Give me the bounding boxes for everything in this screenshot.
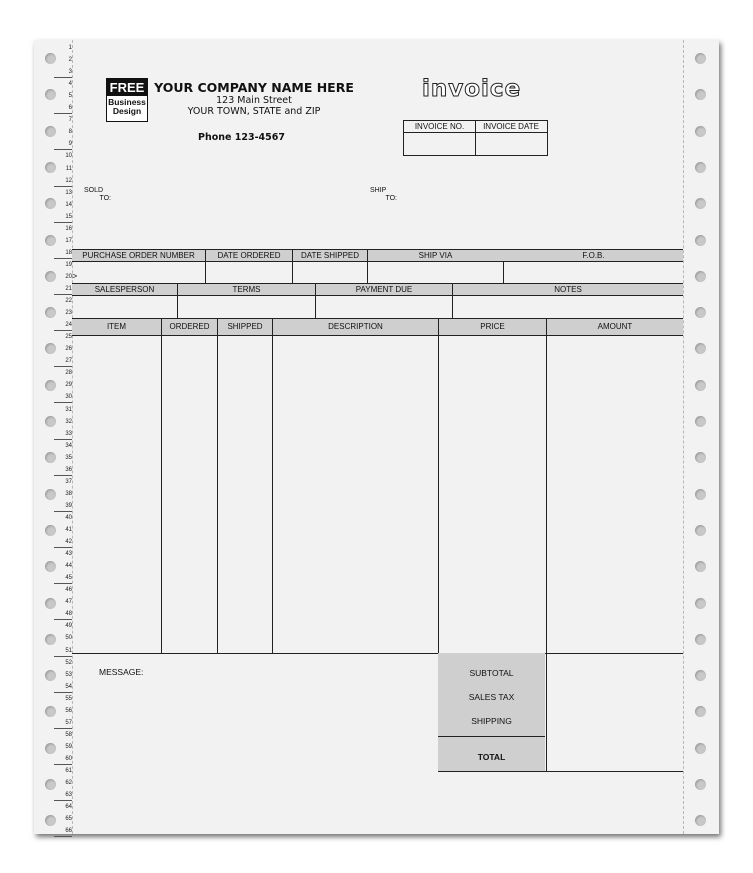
line-group-divider	[54, 656, 72, 657]
line-number: 52	[65, 659, 72, 666]
tractor-feed-hole	[695, 416, 706, 427]
line-number: 24	[65, 322, 72, 329]
line-number: 41	[65, 527, 72, 533]
tractor-feed-hole	[695, 598, 706, 609]
order-col-divider	[292, 249, 293, 283]
line-number: 14	[65, 201, 72, 208]
tractor-feed-hole	[45, 126, 56, 137]
ship-to-label-line1: SHIP	[370, 187, 387, 194]
invoice-number-label: INVOICE NO.	[404, 121, 475, 133]
line-number: 62	[65, 780, 72, 787]
tractor-feed-hole	[45, 416, 56, 427]
line-group-divider	[54, 149, 72, 150]
terms-header: TERMS	[232, 285, 261, 294]
line-group-divider	[54, 366, 72, 367]
invoice-form-paper	[34, 40, 719, 834]
sales-col-divider	[177, 283, 178, 318]
tractor-feed-hole	[695, 126, 706, 137]
order-info-header	[72, 249, 683, 262]
ship-to-field[interactable]	[402, 186, 632, 244]
line-number: 44	[65, 563, 72, 570]
line-number: 46	[65, 587, 72, 594]
line-number: 17	[65, 237, 72, 244]
logo-business-text: Business	[108, 97, 146, 107]
line-number: 38	[65, 490, 72, 497]
date-ordered-header: DATE ORDERED	[217, 251, 281, 260]
line-number: 11	[65, 165, 72, 172]
line-number: 2	[68, 57, 72, 64]
line-number: 15	[65, 213, 72, 220]
line-group-divider	[54, 294, 72, 295]
line-number: 32	[65, 418, 72, 425]
sales-col-divider	[315, 283, 316, 318]
message-label: MESSAGE:	[99, 667, 144, 677]
tractor-feed-hole	[695, 489, 706, 500]
line-number: 36	[65, 466, 72, 473]
line-number: 42	[65, 539, 72, 546]
order-col-divider	[367, 249, 368, 283]
tractor-feed-hole	[695, 235, 706, 246]
line-number: 61	[65, 768, 72, 774]
description-header: DESCRIPTION	[328, 322, 383, 331]
ship-via-header: SHIP VIA	[418, 251, 453, 260]
tractor-feed-hole	[695, 198, 706, 209]
total-label: TOTAL	[477, 752, 506, 762]
tractor-feed-hole	[45, 380, 56, 391]
tractor-feed-hole	[45, 815, 56, 826]
line-number: 54	[65, 683, 72, 690]
line-number: 9	[68, 141, 72, 148]
company-block	[154, 80, 354, 117]
line-number: 56	[65, 707, 72, 714]
line-number: 6	[68, 105, 72, 112]
line-number: 51	[65, 647, 72, 654]
tractor-feed-hole	[695, 525, 706, 536]
line-number: 53	[65, 671, 72, 678]
sold-to-label-line2: TO:	[99, 195, 111, 202]
company-phone: Phone 123-4567	[198, 132, 285, 143]
line-number: 40	[65, 514, 72, 521]
amount-column-field[interactable]	[547, 335, 683, 653]
line-group-divider	[54, 113, 72, 114]
message-field[interactable]	[92, 680, 422, 765]
line-number: 30	[65, 394, 72, 401]
tractor-feed-hole	[45, 743, 56, 754]
line-number: 27	[65, 358, 72, 365]
line-group-divider	[54, 186, 72, 187]
line-number: 45	[65, 575, 72, 582]
tractor-feed-margin-left	[34, 40, 72, 834]
invoice-number-date-box	[403, 120, 548, 156]
salesperson-header: SALESPERSON	[94, 285, 155, 294]
line-group-divider	[54, 511, 72, 512]
line-number: 65	[65, 816, 72, 823]
sales-info-header	[72, 283, 683, 296]
tractor-feed-hole	[45, 489, 56, 500]
line-group-divider	[54, 439, 72, 440]
line-number: 21	[65, 286, 72, 292]
line-number: 28	[65, 370, 72, 377]
line-number: 4	[68, 81, 72, 88]
line-number: 34	[65, 442, 72, 449]
tractor-feed-hole	[45, 525, 56, 536]
order-col-divider	[205, 249, 206, 283]
line-number: 22	[65, 298, 72, 305]
shipping-label: SHIPPING	[471, 716, 512, 726]
line-number: 31	[65, 406, 72, 413]
tractor-feed-hole	[695, 89, 706, 100]
logo-design-text: Design	[112, 106, 142, 116]
line-group-divider	[54, 692, 72, 693]
line-number: 19	[65, 261, 72, 268]
line-group-divider	[54, 475, 72, 476]
line-number: 58	[65, 731, 72, 738]
tractor-feed-hole	[695, 452, 706, 463]
tractor-feed-hole	[695, 271, 706, 282]
line-number: 18	[65, 249, 72, 256]
line-group-divider	[54, 258, 72, 259]
tractor-feed-hole	[45, 598, 56, 609]
invoice-date-label: INVOICE DATE	[475, 121, 547, 133]
amount-header: AMOUNT	[597, 322, 633, 331]
tractor-feed-hole	[45, 89, 56, 100]
sales-tax-label: SALES TAX	[468, 692, 515, 702]
shipped-column-field[interactable]	[218, 335, 272, 653]
line-number: 43	[65, 551, 72, 558]
tractor-feed-hole	[695, 779, 706, 790]
line-number: 3	[68, 69, 72, 76]
tractor-feed-hole	[45, 235, 56, 246]
line-number: 59	[65, 743, 72, 750]
item-column-field[interactable]	[72, 335, 161, 653]
line-number: 5	[68, 93, 72, 100]
ordered-column-field[interactable]	[162, 335, 217, 653]
tractor-feed-hole	[45, 561, 56, 572]
date-shipped-header: DATE SHIPPED	[300, 251, 360, 260]
sold-to-field[interactable]	[116, 186, 346, 244]
invoice-date-field[interactable]	[476, 133, 547, 155]
tractor-feed-hole	[45, 634, 56, 645]
line-group-divider	[54, 583, 72, 584]
items-table-header	[72, 318, 683, 336]
line-number: 37	[65, 478, 72, 485]
perforation-right	[683, 40, 684, 834]
line-number: 1	[68, 45, 72, 51]
line-number: 64	[65, 804, 72, 811]
line-group-divider	[54, 764, 72, 765]
line-group-divider	[54, 402, 72, 403]
tractor-feed-hole	[45, 271, 56, 282]
line-number: 35	[65, 454, 72, 461]
line-number: 33	[65, 430, 72, 437]
line-number: 60	[65, 755, 72, 762]
line-number: 47	[65, 599, 72, 606]
line-number: 7	[68, 117, 72, 124]
line-group-divider	[54, 728, 72, 729]
purchase-order-number-header: PURCHASE ORDER NUMBER	[82, 251, 195, 260]
line-number: 29	[65, 382, 72, 389]
company-name: YOUR COMPANY NAME HERE	[154, 80, 354, 95]
line-number: 8	[68, 129, 72, 136]
tractor-feed-hole	[45, 307, 56, 318]
line-number: 50	[65, 635, 72, 642]
line-number: 66	[65, 828, 72, 835]
ship-to-label-line2: TO:	[385, 195, 397, 202]
tractor-feed-hole	[45, 53, 56, 64]
tractor-feed-hole	[695, 815, 706, 826]
logo	[106, 78, 148, 122]
company-city-state-zip: YOUR TOWN, STATE and ZIP	[187, 106, 321, 117]
line-number: 25	[65, 334, 72, 341]
tractor-feed-hole	[45, 162, 56, 173]
tractor-feed-hole	[45, 343, 56, 354]
line-group-divider	[54, 547, 72, 548]
tractor-feed-hole	[45, 452, 56, 463]
line-group-divider	[54, 222, 72, 223]
line-group-divider	[54, 800, 72, 801]
invoice-number-field[interactable]	[404, 133, 475, 155]
tractor-feed-hole	[695, 670, 706, 681]
sales-col-divider	[452, 283, 453, 318]
price-column-field[interactable]	[439, 335, 546, 653]
tractor-feed-hole	[695, 162, 706, 173]
line-number: 57	[65, 719, 72, 726]
line-number: 49	[65, 623, 72, 630]
company-address: 123 Main Street	[216, 95, 292, 106]
line-number: 26	[65, 346, 72, 353]
totals-labels-box	[438, 653, 545, 771]
line-number: 63	[65, 792, 72, 799]
item-header: ITEM	[106, 322, 127, 331]
tractor-feed-hole	[695, 343, 706, 354]
tractor-feed-hole	[695, 634, 706, 645]
tractor-feed-hole	[45, 706, 56, 717]
line-group-divider	[54, 77, 72, 78]
line-number: 23	[65, 310, 72, 317]
line-number: 39	[65, 502, 72, 509]
subtotal-label: SUBTOTAL	[469, 668, 514, 678]
shipped-header: SHIPPED	[227, 322, 263, 331]
tractor-feed-hole	[695, 561, 706, 572]
tractor-feed-hole	[45, 779, 56, 790]
description-column-field[interactable]	[273, 335, 438, 653]
line-number: 20	[65, 273, 72, 280]
line-number: 13	[65, 189, 72, 196]
order-col-divider	[503, 262, 504, 283]
alignment-marker: >	[72, 271, 78, 281]
fob-header: F.O.B.	[582, 251, 605, 260]
sold-to-label-line1: SOLD	[84, 187, 104, 194]
tractor-feed-hole	[695, 380, 706, 391]
tractor-feed-hole	[45, 198, 56, 209]
total-divider	[438, 736, 545, 737]
line-group-divider	[54, 619, 72, 620]
tractor-feed-hole	[695, 743, 706, 754]
price-header: PRICE	[480, 322, 505, 331]
ordered-header: ORDERED	[169, 322, 210, 331]
tractor-feed-hole	[695, 307, 706, 318]
line-group-divider	[54, 836, 72, 837]
form-body	[72, 40, 683, 834]
line-number: 12	[65, 177, 72, 184]
payment-due-header: PAYMENT DUE	[355, 285, 413, 294]
tractor-feed-hole	[695, 53, 706, 64]
line-number: 55	[65, 695, 72, 702]
tractor-feed-hole	[695, 706, 706, 717]
document-title: invoice	[422, 76, 522, 102]
logo-free-text: FREE	[107, 79, 147, 96]
line-number: 48	[65, 611, 72, 618]
totals-amount-field[interactable]	[547, 654, 683, 770]
line-number: 10	[65, 153, 72, 160]
totals-bottom-line	[438, 771, 683, 772]
line-number: 16	[65, 225, 72, 232]
notes-header: NOTES	[554, 285, 582, 294]
tractor-feed-hole	[45, 670, 56, 681]
line-group-divider	[54, 330, 72, 331]
